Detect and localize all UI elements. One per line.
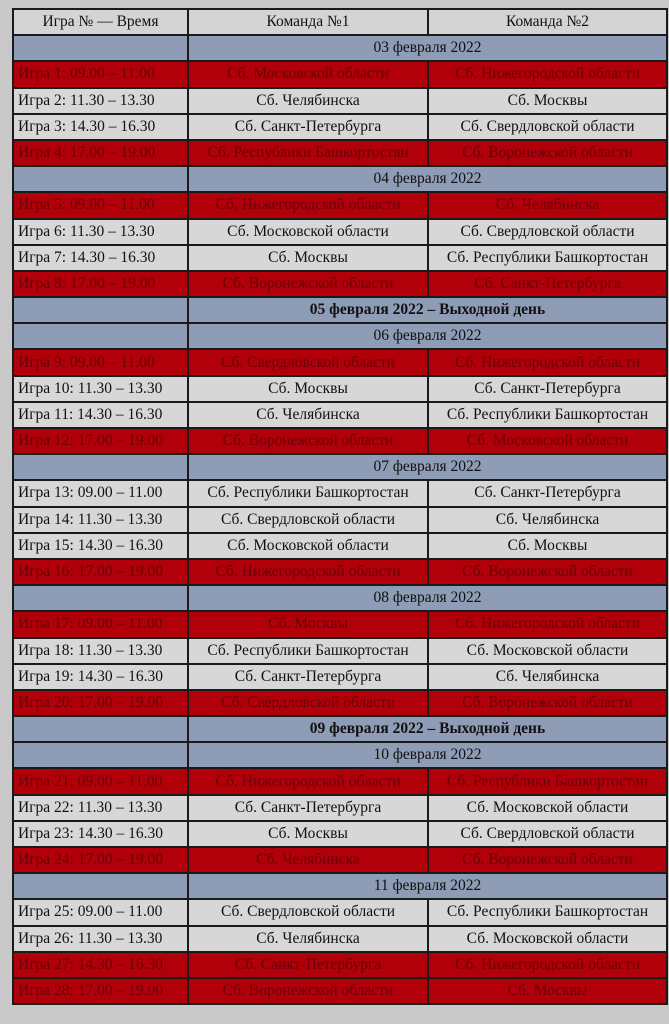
team-2-cell: Сб. Нижегородской области <box>428 952 667 978</box>
team-2-cell: Сб. Санкт-Петербурга <box>428 480 667 506</box>
team-2-cell: Сб. Санкт-Петербурга <box>428 376 667 402</box>
team-1-cell: Сб. Москвы <box>188 821 428 847</box>
team-1-cell: Сб. Московской области <box>188 61 428 87</box>
game-time-cell: Игра 20: 17.00 – 19.00 <box>13 690 188 716</box>
team-2-cell: Сб. Нижегородской области <box>428 611 667 637</box>
game-time-cell: Игра 7: 14.30 – 16.30 <box>13 245 188 271</box>
game-row <box>13 664 667 690</box>
team-2-cell: Сб. Нижегородской области <box>428 349 667 375</box>
team-1-cell: Сб. Свердловской области <box>188 507 428 533</box>
game-row <box>13 114 667 140</box>
game-row <box>13 428 667 454</box>
game-time-cell: Игра 9: 09.00 – 11.00 <box>13 349 188 375</box>
team-1-cell: Сб. Челябинска <box>188 847 428 873</box>
date-row-blank-cell <box>13 716 188 742</box>
team-1-cell: Сб. Челябинска <box>188 926 428 952</box>
game-time-cell: Игра 28: 17.00 – 19.00 <box>13 978 188 1004</box>
game-row <box>13 88 667 114</box>
game-time-cell: Игра 3: 14.30 – 16.30 <box>13 114 188 140</box>
team-1-cell: Сб. Республики Башкортостан <box>188 480 428 506</box>
date-row-blank-cell <box>13 297 188 323</box>
team-2-cell: Сб. Республики Башкортостан <box>428 402 667 428</box>
game-row <box>13 926 667 952</box>
game-time-cell: Игра 13: 09.00 – 11.00 <box>13 480 188 506</box>
team-2-cell: Сб. Челябинска <box>428 192 667 218</box>
team-2-cell: Сб. Свердловской области <box>428 821 667 847</box>
team-2-cell: Сб. Санкт-Петербурга <box>428 271 667 297</box>
team-2-cell: Сб. Свердловской области <box>428 114 667 140</box>
header-game-time: Игра № — Время <box>13 9 188 35</box>
game-row <box>13 638 667 664</box>
game-row <box>13 402 667 428</box>
team-2-cell: Сб. Республики Башкортостан <box>428 768 667 794</box>
table-body <box>13 35 667 1004</box>
date-row <box>13 323 667 349</box>
dayoff-row <box>13 297 667 323</box>
team-1-cell: Сб. Челябинска <box>188 402 428 428</box>
team-1-cell: Сб. Санкт-Петербурга <box>188 114 428 140</box>
game-time-cell: Игра 22: 11.30 – 13.30 <box>13 795 188 821</box>
game-row <box>13 533 667 559</box>
date-label: 03 февраля 2022 <box>188 35 667 61</box>
team-1-cell: Сб. Нижегородской области <box>188 192 428 218</box>
date-label: 04 февраля 2022 <box>188 166 667 192</box>
game-time-cell: Игра 10: 11.30 – 13.30 <box>13 376 188 402</box>
game-row <box>13 611 667 637</box>
game-time-cell: Игра 12: 17.00 – 19.00 <box>13 428 188 454</box>
team-1-cell: Сб. Москвы <box>188 376 428 402</box>
team-2-cell: Сб. Челябинска <box>428 507 667 533</box>
team-1-cell: Сб. Свердловской области <box>188 690 428 716</box>
date-row-blank-cell <box>13 873 188 899</box>
dayoff-label: 05 февраля 2022 – Выходной день <box>188 297 667 323</box>
team-1-cell: Сб. Республики Башкортостан <box>188 638 428 664</box>
game-time-cell: Игра 25: 09.00 – 11.00 <box>13 899 188 925</box>
team-1-cell: Сб. Санкт-Петербурга <box>188 664 428 690</box>
team-2-cell: Сб. Московской области <box>428 428 667 454</box>
game-row <box>13 376 667 402</box>
date-label: 11 февраля 2022 <box>188 873 667 899</box>
dayoff-label: 09 февраля 2022 – Выходной день <box>188 716 667 742</box>
team-1-cell: Сб. Республики Башкортостан <box>188 140 428 166</box>
game-time-cell: Игра 18: 11.30 – 13.30 <box>13 638 188 664</box>
game-time-cell: Игра 26: 11.30 – 13.30 <box>13 926 188 952</box>
date-row <box>13 35 667 61</box>
game-time-cell: Игра 6: 11.30 – 13.30 <box>13 219 188 245</box>
date-row-blank-cell <box>13 742 188 768</box>
game-row <box>13 140 667 166</box>
date-row-blank-cell <box>13 323 188 349</box>
game-time-cell: Игра 23: 14.30 – 16.30 <box>13 821 188 847</box>
date-row-blank-cell <box>13 585 188 611</box>
team-2-cell: Сб. Республики Башкортостан <box>428 899 667 925</box>
game-row <box>13 559 667 585</box>
header-team-1: Команда №1 <box>188 9 428 35</box>
date-row <box>13 166 667 192</box>
game-time-cell: Игра 15: 14.30 – 16.30 <box>13 533 188 559</box>
team-2-cell: Сб. Москвы <box>428 88 667 114</box>
game-row <box>13 847 667 873</box>
team-2-cell: Сб. Республики Башкортостан <box>428 245 667 271</box>
game-time-cell: Игра 5: 09.00 – 11.00 <box>13 192 188 218</box>
game-row <box>13 899 667 925</box>
team-2-cell: Сб. Воронежской области <box>428 559 667 585</box>
schedule-table <box>12 8 668 1005</box>
team-1-cell: Сб. Воронежской области <box>188 428 428 454</box>
date-row-blank-cell <box>13 166 188 192</box>
team-1-cell: Сб. Нижегородской области <box>188 768 428 794</box>
team-2-cell: Сб. Москвы <box>428 533 667 559</box>
date-row-blank-cell <box>13 454 188 480</box>
game-row <box>13 768 667 794</box>
game-row <box>13 952 667 978</box>
game-time-cell: Игра 17: 09.00 – 11.00 <box>13 611 188 637</box>
team-1-cell: Сб. Москвы <box>188 245 428 271</box>
team-2-cell: Сб. Москвы <box>428 978 667 1004</box>
date-label: 07 февраля 2022 <box>188 454 667 480</box>
game-row <box>13 219 667 245</box>
team-1-cell: Сб. Санкт-Петербурга <box>188 952 428 978</box>
game-row <box>13 480 667 506</box>
team-2-cell: Сб. Воронежской области <box>428 140 667 166</box>
header-team-2: Команда №2 <box>428 9 667 35</box>
date-row <box>13 873 667 899</box>
date-row <box>13 742 667 768</box>
game-row <box>13 271 667 297</box>
game-time-cell: Игра 19: 14.30 – 16.30 <box>13 664 188 690</box>
game-time-cell: Игра 21: 09.00 – 11.00 <box>13 768 188 794</box>
date-row <box>13 454 667 480</box>
team-1-cell: Сб. Свердловской области <box>188 349 428 375</box>
team-1-cell: Сб. Нижегородской области <box>188 559 428 585</box>
team-1-cell: Сб. Свердловской области <box>188 899 428 925</box>
game-row <box>13 349 667 375</box>
team-2-cell: Сб. Воронежской области <box>428 847 667 873</box>
game-time-cell: Игра 16: 17.00 – 19.00 <box>13 559 188 585</box>
date-label: 10 февраля 2022 <box>188 742 667 768</box>
game-row <box>13 61 667 87</box>
game-time-cell: Игра 27: 14.30 – 16.30 <box>13 952 188 978</box>
game-row <box>13 245 667 271</box>
date-label: 08 февраля 2022 <box>188 585 667 611</box>
game-time-cell: Игра 11: 14.30 – 16.30 <box>13 402 188 428</box>
team-2-cell: Сб. Московской области <box>428 926 667 952</box>
team-2-cell: Сб. Московской области <box>428 638 667 664</box>
game-row <box>13 192 667 218</box>
game-row <box>13 795 667 821</box>
game-time-cell: Игра 8: 17.00 – 19.00 <box>13 271 188 297</box>
game-time-cell: Игра 24: 17.00 – 19.00 <box>13 847 188 873</box>
team-1-cell: Сб. Москвы <box>188 611 428 637</box>
dayoff-row <box>13 716 667 742</box>
team-2-cell: Сб. Воронежской области <box>428 690 667 716</box>
game-row <box>13 690 667 716</box>
game-time-cell: Игра 2: 11.30 – 13.30 <box>13 88 188 114</box>
team-1-cell: Сб. Московской области <box>188 219 428 245</box>
game-row <box>13 821 667 847</box>
team-2-cell: Сб. Челябинска <box>428 664 667 690</box>
game-time-cell: Игра 1: 09.00 – 11.00 <box>13 61 188 87</box>
team-1-cell: Сб. Московской области <box>188 533 428 559</box>
date-label: 06 февраля 2022 <box>188 323 667 349</box>
team-2-cell: Сб. Нижегородской области <box>428 61 667 87</box>
table-header <box>13 9 667 35</box>
game-row <box>13 507 667 533</box>
team-1-cell: Сб. Челябинска <box>188 88 428 114</box>
game-row <box>13 978 667 1004</box>
team-1-cell: Сб. Санкт-Петербурга <box>188 795 428 821</box>
team-2-cell: Сб. Московской области <box>428 795 667 821</box>
game-time-cell: Игра 14: 11.30 – 13.30 <box>13 507 188 533</box>
date-row-blank-cell <box>13 35 188 61</box>
date-row <box>13 585 667 611</box>
team-1-cell: Сб. Воронежской области <box>188 978 428 1004</box>
team-2-cell: Сб. Свердловской области <box>428 219 667 245</box>
game-time-cell: Игра 4: 17.00 – 19.00 <box>13 140 188 166</box>
team-1-cell: Сб. Воронежской области <box>188 271 428 297</box>
